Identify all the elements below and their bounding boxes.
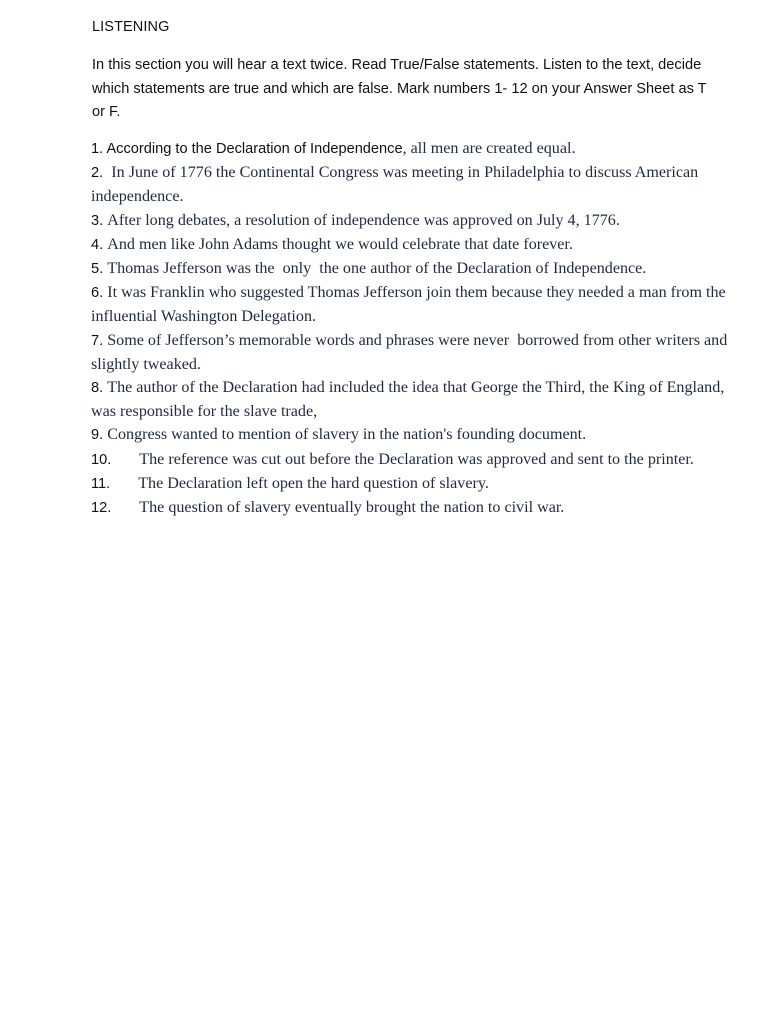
statement-text: In June of 1776 the Continental Congress was meeting in Philadelphia to discuss American independence. — [91, 164, 699, 206]
statement-text: The Declaration left open the hard question of slavery. — [138, 474, 489, 492]
statement-item: 10. The reference was cut out before the Declaration was approved and sent to the printer. — [91, 450, 694, 468]
statement-number: 2 — [91, 165, 100, 182]
statement-item: 3. After long debates, a resolution of independence was approved on July 4, 1776. — [91, 211, 620, 229]
statement-item: 1. According to the Declaration of Independence, all men are created equal. — [91, 140, 576, 157]
section-heading: LISTENING — [92, 19, 170, 35]
statement-text: The reference was cut out before the Declaration was approved and sent to the printer. — [139, 450, 694, 468]
statement-item: 6. It was Franklin who suggested Thomas Jefferson join them because they needed a man from the influential Washington Delegation. — [91, 284, 726, 326]
statement-text: And men like John Adams thought we would celebrate that date forever. — [107, 235, 573, 253]
statement-number: 12 — [91, 500, 108, 517]
statement-text: Some of Jefferson’s memorable words and phrases were never borrowed from other writers and slightly tweaked. — [91, 331, 732, 373]
statement-text: The question of slavery eventually brought the nation to civil war. — [139, 499, 565, 517]
statement-list — [91, 137, 731, 520]
statement-number: 10 — [91, 451, 108, 468]
statement-number: 5 — [91, 261, 100, 278]
statement-number: 3 — [91, 212, 100, 229]
statement-text: Congress wanted to mention of slavery in the nation's founding document. — [107, 426, 587, 444]
statement-item: 9. Congress wanted to mention of slavery in the nation's founding document. — [91, 426, 587, 444]
statement-item: 5. Thomas Jefferson was the only the one author of the Declaration of Independence. — [91, 260, 647, 278]
statement-text: Thomas Jefferson was the only the one author of the Declaration of Independence. — [107, 260, 647, 278]
instructions-paragraph: In this section you will hear a text twice. Read True/False statements. Listen to the text, decide which statements are true and which are false. Mark numbers 1- 12 on your Answer Sheet as T or F. — [92, 57, 707, 120]
statement-text: The author of the Declaration had included the idea that George the Third, the King of England, was responsible for the slave trade, — [91, 379, 733, 421]
statement-item: 4. And men like John Adams thought we would celebrate that date forever. — [91, 235, 573, 253]
statement-lead-text: According to the Declaration of Independence — [106, 141, 403, 157]
statement-number: 11 — [91, 475, 107, 492]
statement-number: 9 — [91, 427, 100, 444]
statement-number: 8 — [91, 380, 100, 397]
statement-item: 8. The author of the Declaration had included the idea that George the Third, the King of England, was responsible for the slave trade, — [91, 379, 733, 421]
statement-number: 4 — [91, 236, 100, 253]
statement-text: After long debates, a resolution of independence was approved on July 4, 1776. — [107, 211, 620, 229]
statement-item: 2. In June of 1776 the Continental Congress was meeting in Philadelphia to discuss American independence. — [91, 164, 699, 206]
statement-item: 12. The question of slavery eventually brought the nation to civil war. — [91, 499, 565, 517]
statement-number: 6 — [91, 285, 100, 302]
statement-item: 7. Some of Jefferson’s memorable words and phrases were never borrowed from other writers and slightly tweaked. — [91, 331, 732, 373]
statement-number: 7 — [91, 332, 100, 349]
statement-text: It was Franklin who suggested Thomas Jefferson join them because they needed a man from the influential Washington Delegation. — [91, 284, 726, 326]
statement-number: 1 — [91, 141, 100, 157]
statement-item: 11. The Declaration left open the hard question of slavery. — [91, 474, 489, 492]
statement-text: , all men are created equal. — [402, 140, 576, 157]
